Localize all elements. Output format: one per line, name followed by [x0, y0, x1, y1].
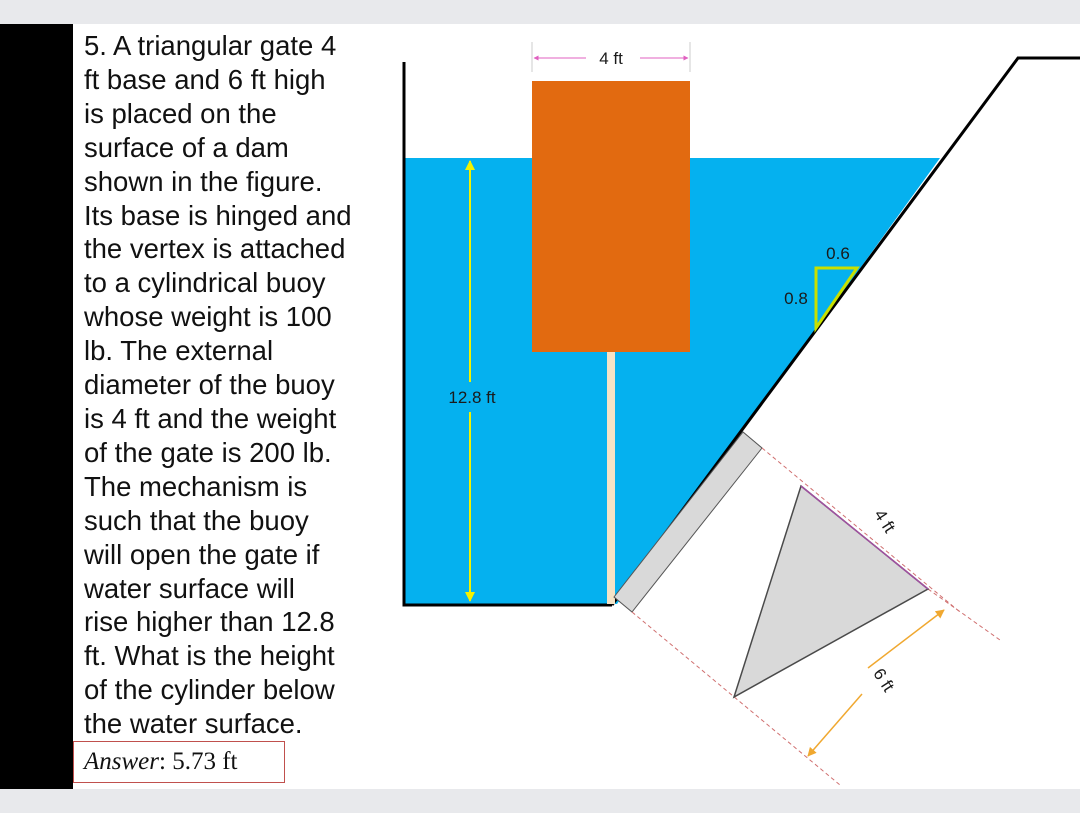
- cylindrical-buoy: [532, 81, 690, 352]
- buoy-diameter-label: 4 ft: [599, 49, 623, 68]
- slope-vertical-label: 0.8: [784, 289, 808, 308]
- answer-label: Answer: [84, 748, 159, 775]
- gate-height-label: 6 ft: [869, 664, 899, 696]
- water-depth-label: 12.8 ft: [448, 388, 496, 407]
- slope-horizontal-label: 0.6: [826, 244, 850, 263]
- gate-height-arrow: [868, 610, 944, 668]
- problem-statement: 5. A triangular gate 4 ft base and 6 ft high is placed on the surface of a dam shown in the figure. Its base is hinged and the vertex is attached to a cylindrical buoy whose weight is 100 lb. The external diameter of the buoy is 4 ft and the weight of the gate is 200 lb. The mechanism is such that the buoy will open the gate if water surface will rise higher than 12.8 ft. What is the height of the cylinder below the water surface.: [84, 30, 352, 740]
- buoy-rod: [607, 352, 615, 604]
- answer-value: : 5.73 ft: [159, 748, 238, 775]
- gate-height-arrow: [808, 694, 862, 756]
- triangular-gate: [734, 486, 928, 697]
- gate-base-label: 4 ft: [870, 505, 900, 537]
